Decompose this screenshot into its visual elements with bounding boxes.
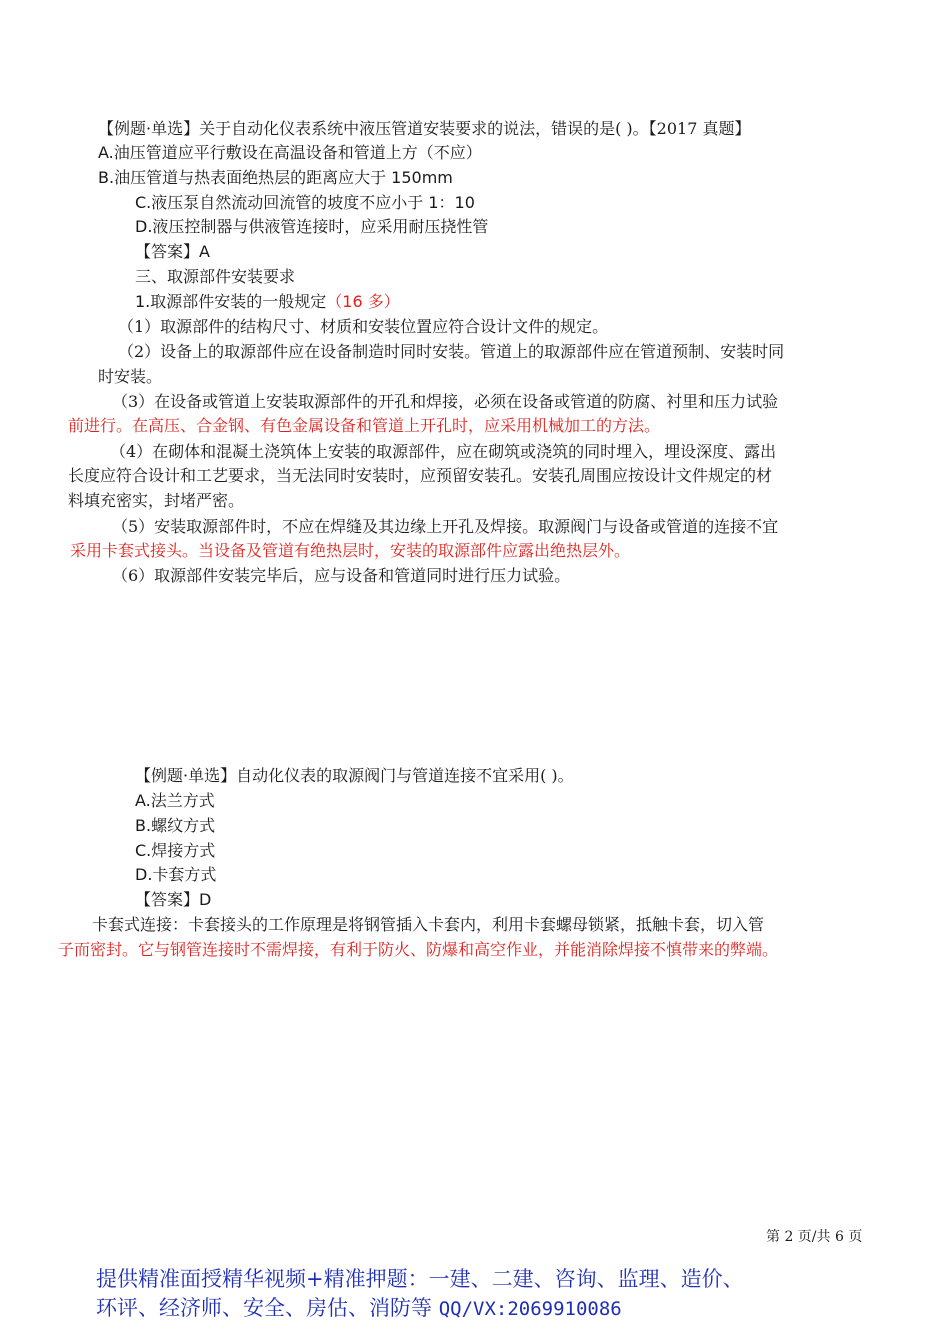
q2-note-line-2: 子而密封。它与钢管连接时不需焊接，有利于防火、防爆和高空作业，并能消除焊接不慎带来的弊端。 [58,940,779,959]
promo-contact: QQ/VX:2069910086 [438,1298,622,1320]
rule-1: （1）取源部件的结构尺寸、材质和安装位置应符合设计文件的规定。 [118,317,609,336]
rule-5-line-2: 采用卡套式接头。当设备及管道有绝热层时，安装的取源部件应露出绝热层外。 [70,541,631,560]
q1-stem: 【例题·单选】关于自动化仪表系统中液压管道安装要求的说法，错误的是( )。【2017 真题】 [98,119,751,138]
section-subtitle [135,291,400,313]
q2-stem: 【例题·单选】自动化仪表的取源阀门与管道连接不宜采用( )。 [135,766,574,785]
rule-4-line-2: 长度应符合设计和工艺要求，当无法同时安装时，应预留安装孔。安装孔周围应按设计文件规定的材 [68,466,773,485]
rule-4-line-1: （4）在砌体和混凝土浇筑体上安装的取源部件，应在砌筑或浇筑的同时埋入，埋设深度、露出 [110,442,777,461]
q2-option-b: B.螺纹方式 [135,816,216,835]
q2-note-line-1: 卡套式连接：卡套接头的工作原理是将钢管插入卡套内，利用卡套螺母锁紧，抵触卡套，切入管 [92,915,765,934]
q1-answer: 【答案】A [135,242,210,261]
promo-text: 环评、经济师、安全、房估、消防等 [96,1296,432,1320]
subtitle-text: 1.取源部件安装的一般规定 [135,292,327,311]
rule-6: （6）取源部件安装完毕后，应与设备和管道同时进行压力试验。 [112,566,571,585]
section-title: 三、取源部件安装要求 [135,267,296,286]
rule-3-line-2: 前进行。在高压、合金钢、有色金属设备和管道上开孔时，应采用机械加工的方法。 [68,416,661,435]
q2-option-c: C.焊接方式 [135,841,216,860]
rule-2-line-1: （2）设备上的取源部件应在设备制造时同时安装。管道上的取源部件应在管道预制、安装时同 [118,342,785,361]
q1-option-c: C.液压泵自然流动回流管的坡度不应小于 1：10 [135,193,475,212]
q1-option-b: B.油压管道与热表面绝热层的距离应大于 150mm [98,168,453,187]
q2-option-a: A.法兰方式 [135,791,215,810]
rule-5-line-1: （5）安装取源部件时，不应在焊缝及其边缘上开孔及焊接。取源阀门与设备或管道的连接不宜 [112,517,779,536]
rule-3-line-1: （3）在设备或管道上安装取源部件的开孔和焊接，必须在设备或管道的防腐、衬里和压力试验 [112,392,779,411]
q2-answer: 【答案】D [135,890,212,909]
rule-4-line-3: 料填充密实，封堵严密。 [68,491,245,510]
promo-line-2 [96,1294,622,1323]
page-number: 第 2 页/共 6 页 [766,1229,863,1245]
q2-option-d: D.卡套方式 [135,865,217,884]
q1-option-d: D.液压控制器与供液管连接时，应采用耐压挠性管 [135,217,489,236]
rule-2-line-2: 时安装。 [98,367,163,386]
promo-line-1: 提供精准面授精华视频+精准押题：一建、二建、咨询、监理、造价、 [96,1267,744,1291]
subtitle-tag: （16 多） [326,292,400,311]
q1-option-a: A.油压管道应平行敷设在高温设备和管道上方（不应） [98,143,482,162]
